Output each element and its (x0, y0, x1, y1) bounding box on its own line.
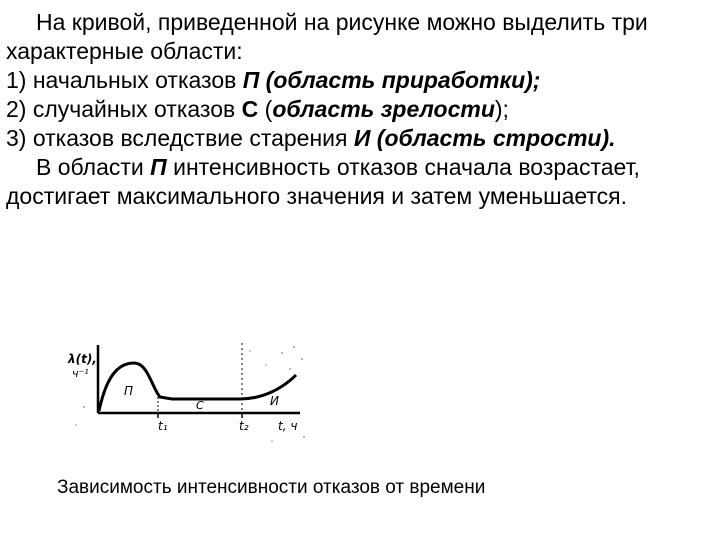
region-c-label: С (196, 399, 204, 412)
list-item-1: 1) начальных отказов П (область приработки); (6, 67, 541, 93)
t-axis-label: t, ч (278, 419, 298, 433)
intro-text: На кривой, приведенной на рисунке можно выделить три характерные области: (6, 9, 648, 64)
main-text (6, 8, 712, 211)
t2-label: t₂ (239, 419, 249, 433)
paragraph-region-p: В области П интенсивность отказов сначала возрастает, достигает максимального значения и затем уменьшается. (6, 154, 640, 209)
y-axis-label: λ(t), (68, 352, 97, 366)
region-i-label: И (270, 394, 279, 408)
paragraph-regions (6, 8, 712, 153)
list-item-3: 3) отказов вследствие старения И (область стрости). (6, 125, 616, 151)
figure-caption: Зависимость интенсивности отказов от времени (57, 477, 486, 498)
failure-rate-graph (62, 333, 312, 448)
y-axis-unit: ч⁻¹ (72, 367, 89, 380)
t1-label: t₁ (158, 419, 168, 433)
failure-rate-curve-svg (62, 333, 312, 448)
region-p-label: П (124, 384, 134, 398)
list-item-2: 2) случайных отказов С (область зрелости); (6, 96, 509, 122)
